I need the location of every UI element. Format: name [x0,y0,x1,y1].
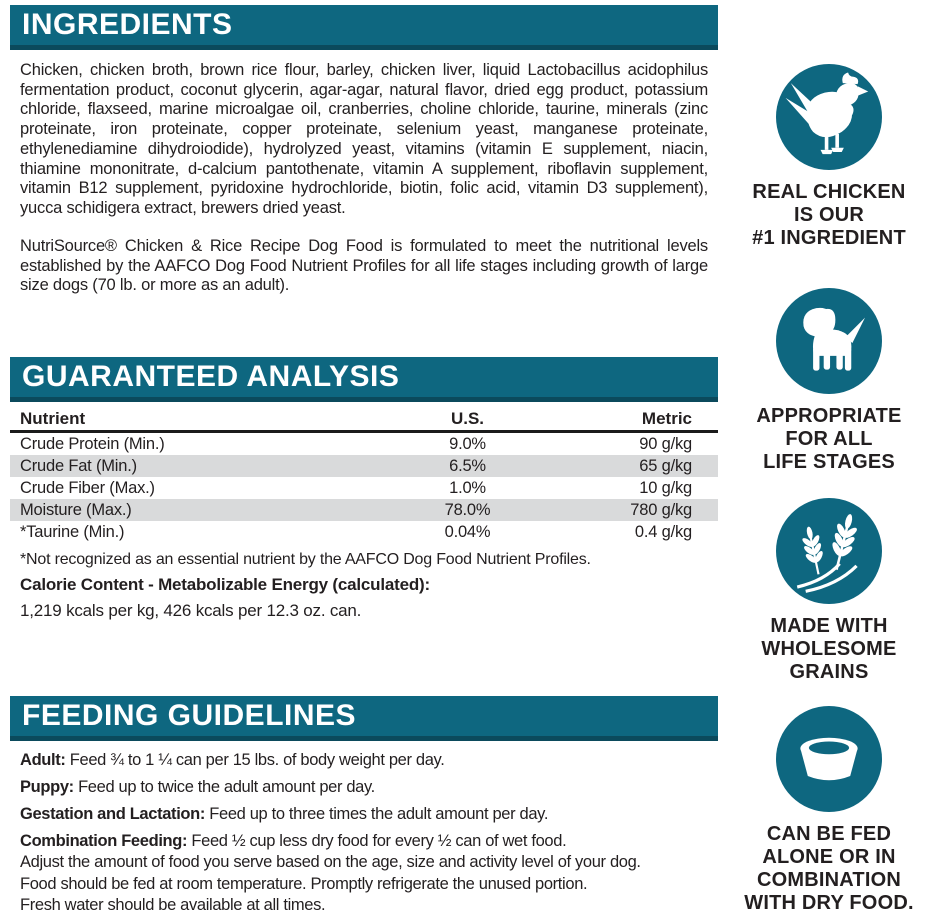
badge-caption [732,615,926,684]
nutrient-cell: Crude Fat (Min.) [20,457,137,475]
analysis-table-header-row [10,408,718,433]
guaranteed-analysis-table [10,408,718,543]
badge-caption-line: ALONE OR IN [762,846,896,868]
taurine-footnote: *Not recognized as an essential nutrient by the AAFCO Dog Food Nutrient Profiles. [20,551,591,568]
dog-bowl-icon [776,706,882,812]
badge-caption-line: #1 INGREDIENT [752,227,906,249]
us-value-cell: 0.04% [444,523,491,541]
badge-real-chicken [732,64,926,250]
feeding-item-text: Feed ¾ to 1 ¼ can per 15 lbs. of body weight per day. [69,751,445,769]
table-row [10,521,718,543]
badge-wholesome-grains [732,498,926,684]
badge-caption [732,181,926,250]
feeding-item-label: Adult: [20,751,66,769]
badge-life-stages [732,288,926,474]
feeding-guidelines-title: FEEDING GUIDELINES [22,699,357,732]
us-value-cell: 1.0% [449,479,486,497]
metric-value-cell: 780 g/kg [630,501,692,519]
ingredients-list-text: Chicken, chicken broth, brown rice flour, barley, chicken liver, liquid Lactobacillus acidophilus fermentation product, coconut glycerin, agar-agar, natural flavor, dried egg product, potassium chloride, flaxseed, marine microalgae oil, cranberries, choline chloride, taurine, minerals (zinc proteinate, iron proteinate, copper proteinate, selenium yeast, manganese proteinate, ethylenediamine dihydroiodide), hydrolyzed yeast, vitamins (vitamin E supplement, niacin, thiamine mononitrate, d-calcium pantothenate, vitamin A supplement, riboflavin supplement, vitamin B12 supplement, pyridoxine hydrochloride, biotin, folic acid, vitamin D3 supplement), yucca schidigera extract, brewers dried yeast. [20,61,708,217]
guaranteed-analysis-title: GUARANTEED ANALYSIS [22,360,400,393]
feeding-guidelines-body [20,750,720,913]
feeding-item-adult [20,750,720,771]
calorie-content-heading: Calorie Content - Metabolizable Energy (calculated): [20,575,430,594]
metric-value-cell: 90 g/kg [639,435,692,453]
feeding-guidelines-header-bar [10,696,718,741]
feeding-item-text: Feed ½ cup less dry food for every ½ can of wet food. [191,832,567,850]
aafco-formulation-statement: NutriSource® Chicken & Rice Recipe Dog Food is formulated to meet the nutritional levels established by the AAFCO Dog Food Nutrient Profiles for all life stages including growth of large size dogs (70 lb. or more as an adult). [20,237,708,295]
feeding-item-label: Gestation and Lactation: [20,805,206,823]
calorie-content-value: 1,219 kcals per kg, 426 kcals per 12.3 oz. can. [20,601,362,620]
feeding-note: Food should be fed at room temperature. Promptly refrigerate the unused portion. [20,874,588,893]
badge-caption-line: MADE WITH [770,615,888,637]
badge-caption-line: FOR ALL [785,428,873,450]
feeding-item-combination [20,831,720,852]
table-row [10,499,718,521]
us-value-cell: 6.5% [449,457,486,475]
badge-caption [732,823,926,913]
feeding-note: Fresh water should be available at all times. [20,896,326,913]
column-header-metric: Metric [641,409,692,428]
badge-caption-line: LIFE STAGES [763,451,895,473]
badge-caption-line: CAN BE FED [766,823,892,845]
badge-caption-line: WHOLESOME [761,638,897,660]
badge-combination-feeding [732,706,926,913]
column-header-us: U.S. [450,409,485,428]
nutrient-cell: Crude Protein (Min.) [20,435,165,453]
feeding-item-puppy [20,777,720,798]
puppy-icon [776,288,882,394]
ingredients-title: INGREDIENTS [22,8,233,41]
table-row [10,477,718,499]
feeding-item-gestation [20,804,720,825]
feeding-item-text: Feed up to twice the adult amount per day. [78,778,375,796]
table-row [10,433,718,455]
us-value-cell: 78.0% [444,501,491,519]
badge-caption-line: REAL CHICKEN [752,181,906,203]
badge-caption-line: COMBINATION [756,869,902,891]
badge-caption-line: IS OUR [793,204,865,226]
guaranteed-analysis-header-bar [10,357,718,402]
ingredients-header-bar [10,5,718,50]
badge-caption-line: WITH DRY FOOD. [744,892,914,913]
badge-caption-line: GRAINS [789,661,869,683]
nutrient-cell: *Taurine (Min.) [20,523,125,541]
wheat-icon [776,498,882,604]
feeding-item-label: Combination Feeding: [20,832,188,850]
table-row [10,455,718,477]
badge-caption-line: APPROPRIATE [756,405,902,427]
metric-value-cell: 0.4 g/kg [634,523,692,541]
feeding-item-label: Puppy: [20,778,74,796]
metric-value-cell: 65 g/kg [639,457,692,475]
chicken-icon [776,64,882,170]
feeding-item-text: Feed up to three times the adult amount per day. [209,805,549,823]
nutrient-cell: Moisture (Max.) [20,501,132,519]
us-value-cell: 9.0% [449,435,486,453]
nutrient-cell: Crude Fiber (Max.) [20,479,155,497]
badge-caption [732,405,926,474]
metric-value-cell: 10 g/kg [639,479,692,497]
column-header-nutrient: Nutrient [20,409,86,428]
feeding-note: Adjust the amount of food you serve based on the age, size and activity level of your dog. [20,853,641,871]
